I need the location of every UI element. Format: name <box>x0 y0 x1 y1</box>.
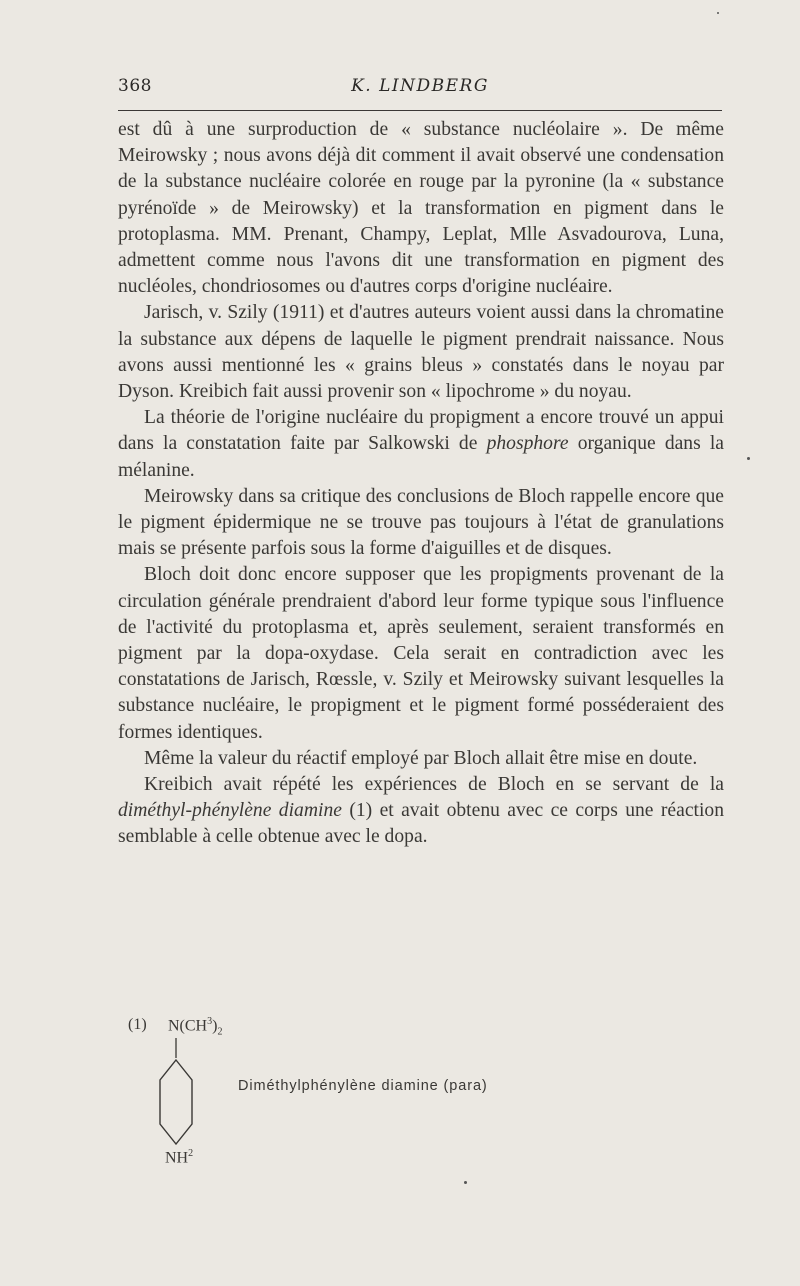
top-group-sup: 3 <box>207 1016 213 1027</box>
top-group-close: ) <box>212 1017 218 1035</box>
paper-speck <box>717 12 719 14</box>
paper-speck <box>747 457 750 460</box>
paragraph-3-text-b: organique dans la mélanine. <box>118 433 724 481</box>
paragraph-5: Bloch doit donc encore supposer que les propigments provenant de la circulation générale prendraient d'abord leur forme typique sous l'influence de l'activité du protoplasma et, après seulement, seraient transformés en pigment par la dopa-oxydase. Cela serait en contradiction avec les constatations de Jarisch, Rœssle, v. Szily et Meirowsky suivant lesquelles la substance nucléaire, le propigment et le pigment formé posséderaient des formes identiques. <box>118 564 724 743</box>
paper-speck <box>464 1181 467 1184</box>
header-rule <box>118 110 722 111</box>
footnote <box>128 1016 728 1176</box>
compound-term: diméthyl-phénylène diamine <box>118 800 342 822</box>
page-number: 368 <box>118 76 152 96</box>
dimethylamino-group <box>168 1016 222 1038</box>
hexagon-ring <box>160 1060 192 1144</box>
compound-name: Diméthylphénylène diamine (para) <box>238 1078 488 1094</box>
paragraph-3-text-a: La théorie de l'origine nucléaire du propigment a encore trouvé un appui dans la constatation faite par Salkowski de <box>118 407 724 455</box>
phosphore-term: phosphore <box>486 433 569 455</box>
amino-group <box>165 1148 193 1167</box>
bottom-group-sup: 2 <box>188 1148 194 1159</box>
footnote-marker: (1) <box>128 1016 147 1033</box>
running-head: K. LINDBERG <box>351 76 489 96</box>
paragraph-4: Meirowsky dans sa critique des conclusions de Bloch rappelle encore que le pigment épidermique ne se trouve pas toujours à l'état de granulations mais se présente parfois sous la forme d'aiguilles et de disques. <box>118 485 724 560</box>
paragraph-2: Jarisch, v. Szily (1911) et d'autres auteurs voient aussi dans la chromatine la substance aux dépens de laquelle le pigment prendrait naissance. Nous avons aussi mentionné les « grains bleus » constatés dans le noyau par Dyson. Kreibich fait aussi provenir son « lipochrome » du noyau. <box>118 302 724 403</box>
paragraph-7 <box>118 772 724 851</box>
paragraph-7-text-b: (1) et avait obtenu avec ce corps une réaction semblable à celle obtenue avec le dopa. <box>118 800 724 848</box>
page-header <box>118 76 722 100</box>
paragraph-7-text-a: Kreibich avait répété les expériences de Bloch en se servant de la <box>144 774 724 796</box>
bottom-group-text: NH <box>165 1149 189 1167</box>
benzene-ring-diagram <box>156 1038 216 1148</box>
paragraph-3 <box>118 405 724 484</box>
paragraph-6: Même la valeur du réactif employé par Bloch allait être mise en doute. <box>144 747 698 769</box>
body-text <box>118 117 724 851</box>
paragraph-1: est dû à une surproduction de « substance nucléolaire ». De même Meirowsky ; nous avons déjà dit comment il avait observé une condensation de la substance nucléaire colorée en rouge par la pyronine (la « substance pyrénoïde » de Meirowsky) et la transformation en pigment dans le protoplasma. MM. Prenant, Champy, Leplat, Mlle Asvadourova, Luna, admettent comme nous l'avons dit une transformation en pigment des nucléoles, chondriosomes ou d'autres corps d'origine nucléaire. <box>118 119 724 298</box>
top-group-text: N(CH <box>168 1017 208 1035</box>
top-group-sub: 2 <box>217 1026 223 1038</box>
